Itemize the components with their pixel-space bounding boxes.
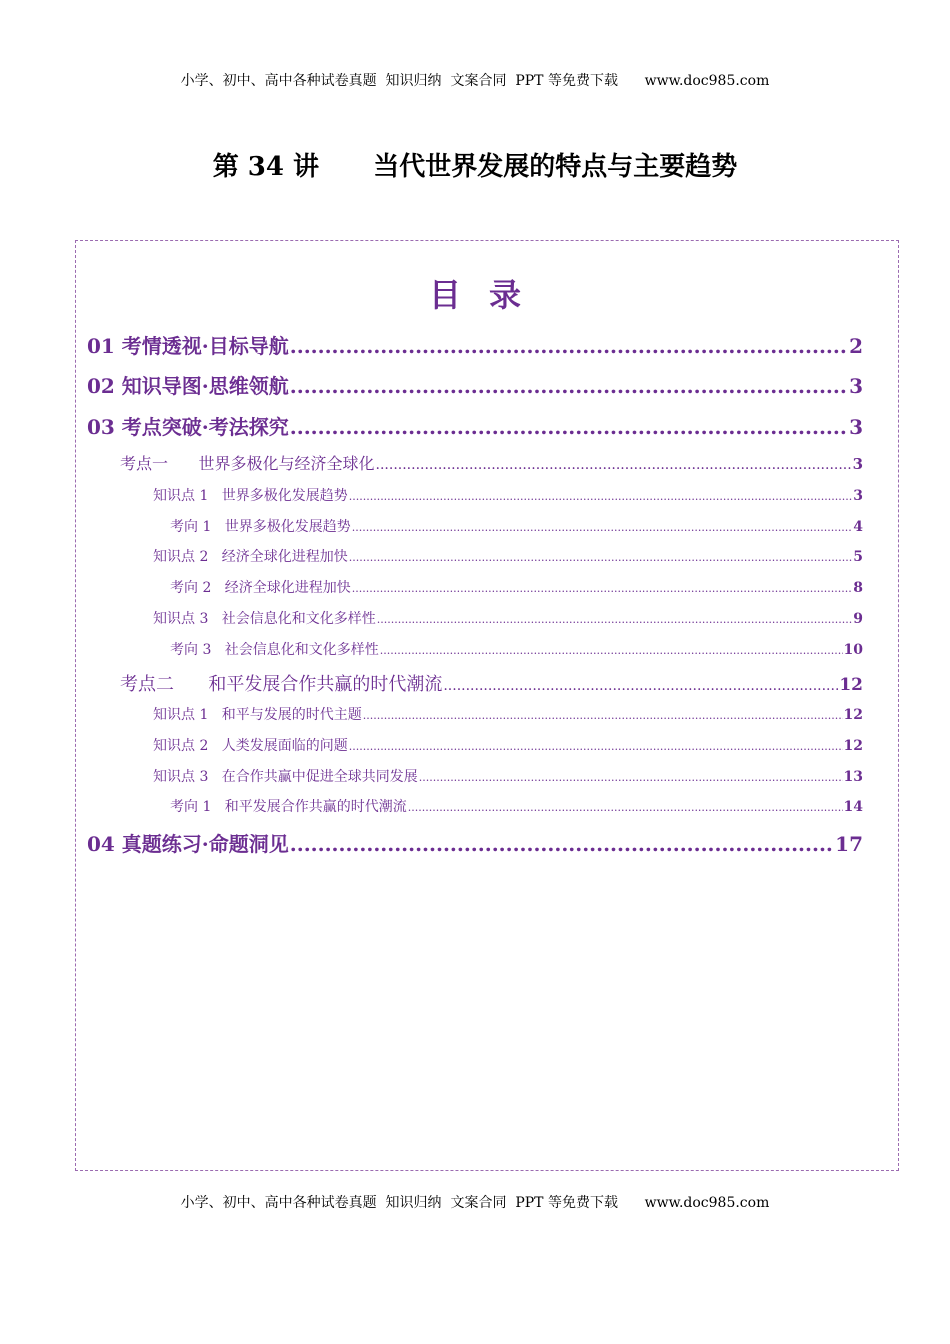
toc-entry-04[interactable] <box>87 828 863 856</box>
toc-entry-page: 9 <box>853 611 863 627</box>
toc-entry-zhishidian-2-3[interactable] <box>153 766 863 786</box>
toc-entry-page: 8 <box>853 580 863 596</box>
toc-entry-label: 考向 3 社会信息化和文化多样性 <box>170 642 379 658</box>
toc-entry-label: 知识点 3 社会信息化和文化多样性 <box>153 611 376 627</box>
toc-leader <box>376 457 852 473</box>
toc-entry-kaoxiang-1-3[interactable] <box>170 639 863 659</box>
toc-leader <box>363 709 843 722</box>
toc-entry-02[interactable] <box>87 370 863 398</box>
toc-leader <box>349 551 853 564</box>
toc-entry-label: 考点一 世界多极化与经济全球化 <box>120 454 375 473</box>
toc-entry-label: 考点二 和平发展合作共赢的时代潮流 <box>120 674 443 695</box>
toc-leader <box>377 613 853 626</box>
toc-entry-page: 12 <box>843 707 863 723</box>
toc-leader <box>349 490 853 503</box>
toc-entry-page: 10 <box>843 642 863 658</box>
toc-entry-label: 知识点 3 在合作共赢中促进全球共同发展 <box>153 769 418 785</box>
toc-entry-label: 考向 1 世界多极化发展趋势 <box>170 519 351 535</box>
toc-entry-03[interactable] <box>87 411 863 439</box>
toc-heading: 目录 <box>428 276 549 314</box>
toc-entry-page: 5 <box>853 549 863 565</box>
toc-entry-page: 4 <box>853 519 863 535</box>
toc-entry-label: 考向 2 经济全球化进程加快 <box>170 580 351 596</box>
toc-entry-page: 3 <box>849 415 863 439</box>
toc-entry-page: 12 <box>843 738 863 754</box>
toc-entry-01[interactable] <box>87 330 863 358</box>
toc-entry-label: 01 考情透视·目标导航 <box>87 334 289 358</box>
toc-entry-kaoxiang-1-2[interactable] <box>170 577 863 597</box>
toc-entry-label: 知识点 2 人类发展面临的问题 <box>153 738 348 754</box>
toc-entry-page: 13 <box>843 769 863 785</box>
toc-entry-page: 3 <box>849 374 863 398</box>
toc-leader <box>349 740 843 753</box>
toc-entry-label: 知识点 1 和平与发展的时代主题 <box>153 707 362 723</box>
toc-entry-page: 14 <box>843 799 863 815</box>
toc-leader <box>352 521 853 534</box>
toc-leader <box>380 644 843 657</box>
toc-leader <box>408 801 843 814</box>
toc-leader <box>290 374 848 398</box>
toc-entry-zhishidian-2-2[interactable] <box>153 735 863 755</box>
toc-entry-zhishidian-1-2[interactable] <box>153 546 863 566</box>
toc-entry-label: 知识点 1 世界多极化发展趋势 <box>153 488 348 504</box>
toc-entry-page: 3 <box>852 455 863 473</box>
toc-leader <box>290 415 848 439</box>
page-footer: 小学、初中、高中各种试卷真题 知识归纳 文案合同 PPT 等免费下载 www.doc985.com <box>180 1195 770 1211</box>
toc-entry-label: 知识点 2 经济全球化进程加快 <box>153 549 348 565</box>
document-title: 第 34 讲 当代世界发展的特点与主要趋势 <box>212 152 738 182</box>
toc-entry-kaodian-1[interactable] <box>120 451 863 473</box>
toc-entry-kaoxiang-2-1[interactable] <box>170 796 863 816</box>
toc-leader <box>443 678 838 694</box>
toc-leader <box>352 582 853 595</box>
page-header: 小学、初中、高中各种试卷真题 知识归纳 文案合同 PPT 等免费下载 www.doc985.com <box>180 73 770 89</box>
toc-entry-zhishidian-2-1[interactable] <box>153 704 863 724</box>
toc-leader <box>290 832 834 856</box>
toc-entry-label: 03 考点突破·考法探究 <box>87 415 289 439</box>
toc-entry-page: 2 <box>849 334 863 358</box>
toc-entry-page: 3 <box>853 488 863 504</box>
toc-entry-label: 04 真题练习·命题洞见 <box>87 832 289 856</box>
toc-entry-page: 12 <box>839 675 863 695</box>
toc-entry-page: 17 <box>835 832 863 856</box>
toc-leader <box>419 771 843 784</box>
toc-entry-label: 02 知识导图·思维领航 <box>87 374 289 398</box>
toc-leader <box>290 334 848 358</box>
toc-entry-kaodian-2[interactable] <box>120 670 863 695</box>
toc-entry-label: 考向 1 和平发展合作共赢的时代潮流 <box>170 799 407 815</box>
toc-entry-zhishidian-1-3[interactable] <box>153 608 863 628</box>
toc-entry-zhishidian-1-1[interactable] <box>153 485 863 505</box>
toc-entry-kaoxiang-1-1[interactable] <box>170 516 863 536</box>
